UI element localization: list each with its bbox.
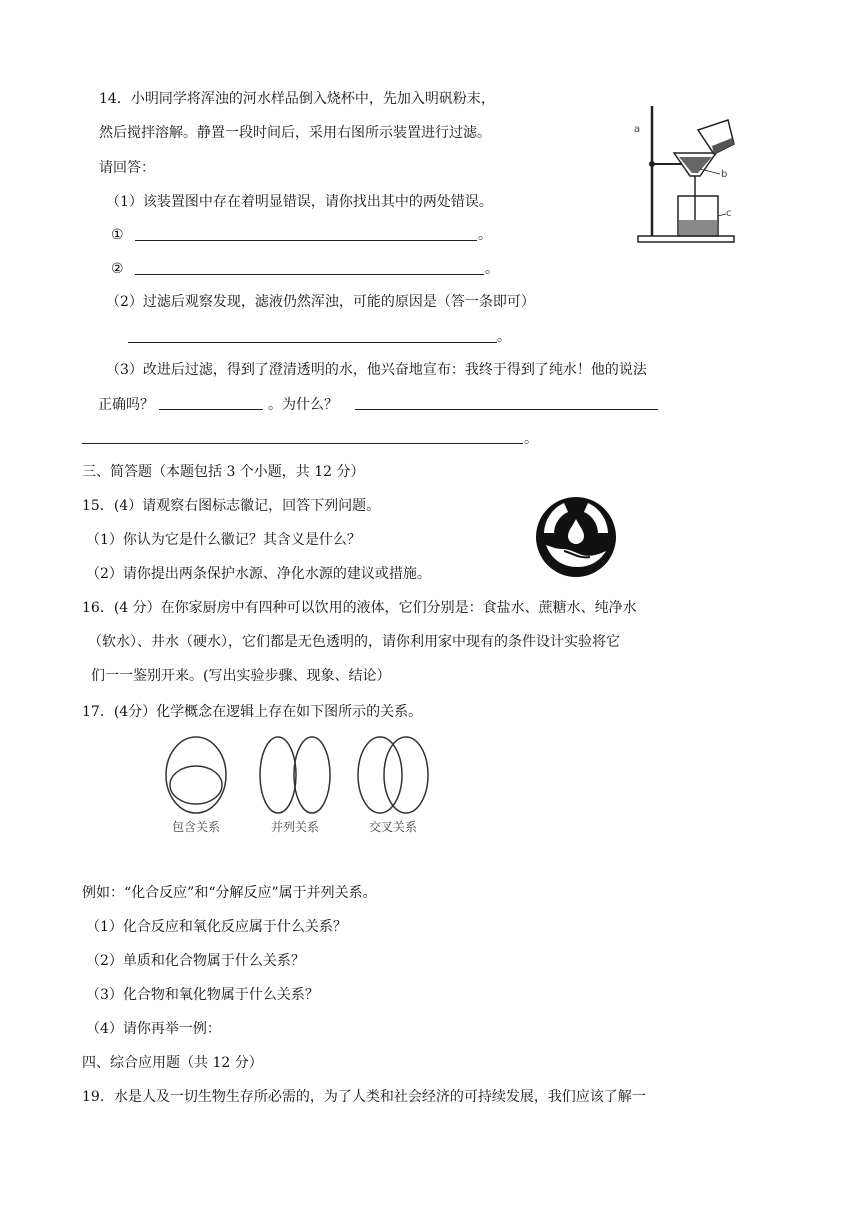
- label-c: c: [726, 208, 732, 219]
- caption-parallel: 并列关系: [270, 820, 320, 834]
- label-b: b: [721, 169, 728, 180]
- q17-part4: （4）请你再举一例：: [86, 1021, 221, 1037]
- q14-blank1-end: 。: [478, 227, 492, 243]
- q14-blank1-mark: ①: [111, 227, 124, 243]
- q14-answer-blank-2[interactable]: [135, 274, 484, 275]
- q14-part1: （1）该装置图中存在着明显错误，请你找出其中的两处错误。: [106, 194, 493, 210]
- q14-blank2-mark: ②: [111, 261, 124, 277]
- parallel-right-ellipse: [294, 737, 330, 813]
- water-saving-emblem-icon: [534, 495, 618, 579]
- q14-line2: 然后搅拌溶解。静置一段时间后，采用右图所示装置进行过滤。: [99, 125, 491, 141]
- q14-answer-blank-6[interactable]: [82, 443, 523, 444]
- filtration-apparatus-figure: [630, 96, 742, 246]
- label-a: a: [634, 124, 641, 135]
- inclusion-inner-ellipse: [170, 766, 222, 804]
- q17-line1: 17．(4分）化学概念在逻辑上存在如下图所示的关系。: [82, 704, 423, 720]
- q16-line3: 们一一鉴别开来。(写出实验步骤、现象、结论）: [91, 668, 391, 684]
- intersection-left-ellipse: [358, 737, 402, 813]
- caption-inclusion: 包含关系: [171, 820, 221, 834]
- section4-heading: 四、综合应用题（共 12 分）: [82, 1055, 263, 1071]
- q14-blank6-end: 。: [524, 431, 538, 447]
- q14-answer-blank-3[interactable]: [128, 342, 497, 343]
- parallel-left-ellipse: [260, 737, 296, 813]
- q17-part2: （2）单质和化合物属于什么关系？: [86, 953, 305, 969]
- q15-line1: 15．(4）请观察右图标志徽记，回答下列问题。: [82, 498, 381, 514]
- q17-part3: （3）化合物和氧化物属于什么关系？: [86, 987, 319, 1003]
- q14-part3: （3）改进后过滤，得到了澄清透明的水，他兴奋地宣布：我终于得到了纯水！他的说法: [106, 362, 647, 378]
- q16-line2: （软水）、井水（硬水），它们都是无色透明的，请你利用家中现有的条件设计实验将它: [88, 634, 620, 650]
- q15-part2: （2）请你提出两条保护水源、净化水源的建议或措施。: [86, 566, 431, 582]
- q14-part3-question: 正确吗？: [98, 397, 154, 413]
- q14-answer-blank-1[interactable]: [135, 240, 477, 241]
- q14-part2: （2）过滤后观察发现，滤液仍然浑浊，可能的原因是（答一条即可）: [106, 294, 535, 310]
- q19-line1: 19．水是人及一切生物生存所必需的，为了人类和社会经济的可持续发展，我们应该了解一: [82, 1089, 646, 1105]
- q14-line1: 14．小明同学将浑浊的河水样品倒入烧杯中，先加入明矾粉末，: [99, 91, 495, 107]
- inclusion-outer-ellipse: [166, 737, 226, 813]
- caption-intersection: 交叉关系: [368, 820, 418, 834]
- q14-blank2-end: 。: [485, 261, 499, 277]
- q14-blank3-end: 。: [497, 329, 511, 345]
- logic-relations-diagram: [160, 735, 440, 840]
- q14-answer-blank-4[interactable]: [159, 409, 263, 410]
- q15-part1: （1）你认为它是什么徽记？其含义是什么？: [86, 532, 361, 548]
- q14-answer-blank-5[interactable]: [355, 409, 658, 410]
- intersection-right-ellipse: [384, 737, 428, 813]
- q17-example: 例如：“化合反应”和“分解反应”属于并列关系。: [82, 885, 377, 901]
- q17-part1: （1）化合反应和氧化反应属于什么关系？: [86, 919, 347, 935]
- q16-line1: 16．(4 分）在你家厨房中有四种可以饮用的液体，它们分别是：食盐水、蔗糖水、纯净水: [82, 600, 637, 616]
- section3-heading: 三、简答题（本题包括 3 个小题，共 12 分）: [82, 464, 365, 480]
- q14-part3-why: 。为什么？: [268, 397, 338, 413]
- q14-line3: 请回答：: [99, 160, 155, 176]
